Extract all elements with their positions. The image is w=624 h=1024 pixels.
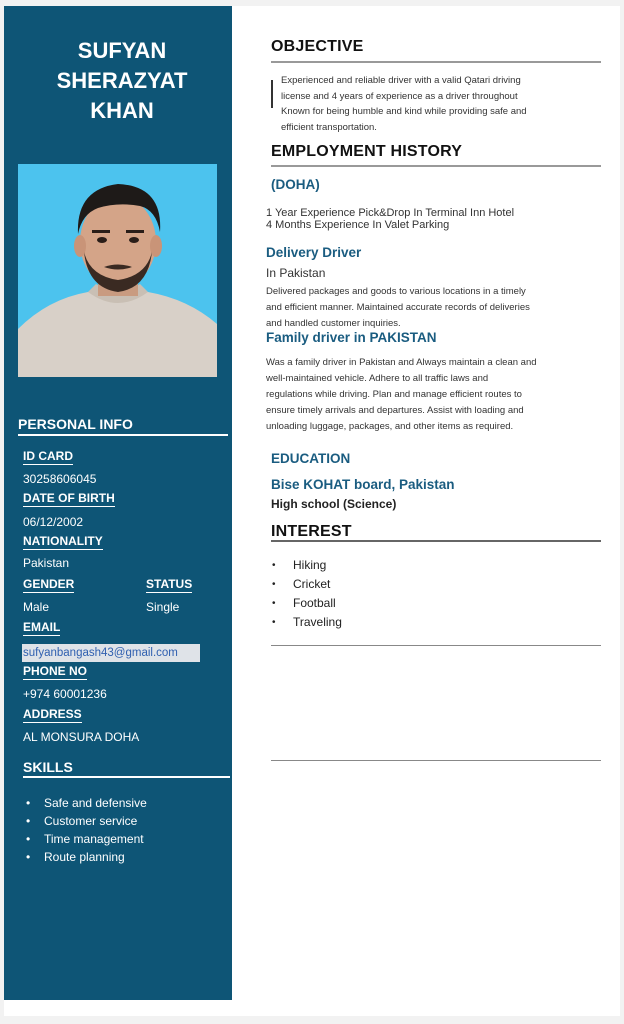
education-level: High school (Science) <box>271 497 397 511</box>
employment-location: (DOHA) <box>271 177 320 192</box>
skills-list <box>26 794 147 866</box>
nationality-label: NATIONALITY <box>23 534 103 548</box>
status-value: Single <box>146 600 180 614</box>
profile-photo <box>18 164 217 377</box>
personal-info-title: PERSONAL INFO <box>18 416 133 432</box>
sidebar <box>4 6 232 1000</box>
section-divider <box>271 760 601 761</box>
employment-title: EMPLOYMENT HISTORY <box>271 143 463 160</box>
dob-value: 06/12/2002 <box>23 515 84 529</box>
nationality-value: Pakistan <box>23 556 70 570</box>
email-label: EMAIL <box>23 620 61 634</box>
interest-title: INTEREST <box>271 523 352 540</box>
name-line-1: SUFYAN <box>77 38 167 63</box>
interest-item: • Hiking <box>271 556 342 575</box>
education-board: Bise KOHAT board, Pakistan <box>271 477 455 492</box>
job1-line: and handled customer inquiries. <box>266 318 401 329</box>
skill-item: • Route planning <box>26 848 147 866</box>
job1-location: In Pakistan <box>266 266 326 280</box>
phone-value: +974 60001236 <box>23 687 107 701</box>
job1-line: and efficient manner. Maintained accurate records of deliveries <box>266 302 530 313</box>
address-label: ADDRESS <box>23 707 82 721</box>
interest-item: • Football <box>271 594 342 613</box>
job2-line: regulations while driving. Plan and manage efficient routes to <box>266 389 522 400</box>
objective-line: Known for being humble and kind while providing safe and <box>281 106 527 117</box>
skill-item: • Customer service <box>26 812 147 830</box>
job2-line: unloading luggage, packages, and other items as required. <box>266 421 514 432</box>
skills-title: SKILLS <box>23 759 73 775</box>
doha-experience-line: 1 Year Experience Pick&Drop In Terminal Inn Hotel <box>266 207 515 219</box>
job1-title: Delivery Driver <box>266 245 362 260</box>
name-line-2: SHERAZYAT <box>56 68 188 93</box>
resume-page <box>4 6 620 1016</box>
skill-item: • Time management <box>26 830 147 848</box>
personal-info-divider <box>18 434 228 436</box>
job2-line: Was a family driver in Pakistan and Always maintain a clean and <box>266 357 537 368</box>
phone-label: PHONE NO <box>23 664 88 678</box>
gender-label: GENDER <box>23 577 75 591</box>
objective-line: efficient transportation. <box>281 121 377 133</box>
doha-experience-line: 4 Months Experience In Valet Parking <box>266 219 450 231</box>
job1-description <box>266 284 530 332</box>
objective-text <box>281 73 566 135</box>
id-card-value: 30258606045 <box>23 472 97 486</box>
doha-experience <box>266 207 514 231</box>
job1-line: Delivered packages and goods to various locations in a timely <box>266 286 526 297</box>
interest-item: • Traveling <box>271 613 342 632</box>
interest-list <box>271 556 342 632</box>
candidate-name <box>4 36 240 126</box>
objective-title: OBJECTIVE <box>271 38 364 55</box>
dob-label: DATE OF BIRTH <box>23 491 115 505</box>
job2-line: well-maintained vehicle. Adhere to all traffic laws and <box>266 373 489 384</box>
job2-title: Family driver in PAKISTAN <box>266 330 437 345</box>
job2-line: ensure timely arrivals and departures. Assist with loading and <box>266 405 524 416</box>
employment-divider <box>271 165 601 167</box>
job2-description <box>266 355 537 435</box>
section-divider <box>271 645 601 646</box>
name-line-3: KHAN <box>90 98 154 123</box>
gender-value: Male <box>23 600 50 614</box>
interest-item: • Cricket <box>271 575 342 594</box>
id-card-label: ID CARD <box>23 449 73 463</box>
skills-divider <box>23 776 230 778</box>
interest-divider <box>271 540 601 542</box>
status-label: STATUS <box>146 577 193 591</box>
objective-accent-bar <box>271 80 273 108</box>
education-title: EDUCATION <box>271 451 351 466</box>
address-value: AL MONSURA DOHA <box>23 730 140 744</box>
email-value[interactable]: sufyanbangash43@gmail.com <box>22 644 200 662</box>
skill-item: • Safe and defensive <box>26 794 147 812</box>
objective-divider <box>271 61 601 63</box>
objective-line: license and 4 years of experience as a driver throughout <box>281 90 518 102</box>
objective-line: Experienced and reliable driver with a valid Qatari driving <box>281 75 521 86</box>
